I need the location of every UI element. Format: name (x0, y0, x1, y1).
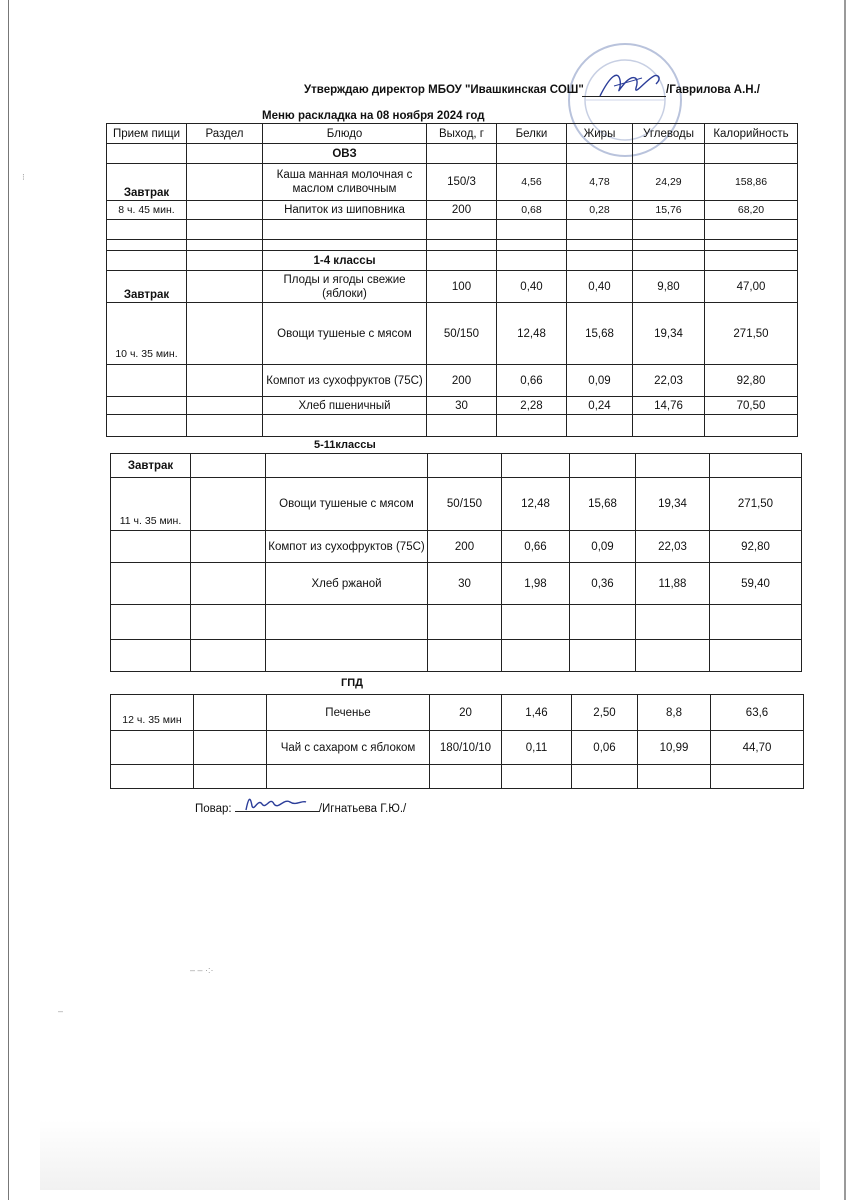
dish-kcal: 271,50 (710, 478, 802, 531)
section-title-ovz: ОВЗ (263, 144, 427, 164)
dish-fat: 0,09 (567, 365, 633, 397)
dish-fat: 0,28 (567, 201, 633, 220)
meal-time: 8 ч. 45 мин. (107, 201, 187, 220)
dish-name: Компот из сухофруктов (75С) (266, 531, 428, 563)
director-signature-line (582, 96, 666, 97)
dish-carbs: 8,8 (638, 695, 711, 731)
dish-fat: 0,06 (572, 731, 638, 765)
scan-edge-right (844, 0, 846, 1200)
scan-shadow (40, 1120, 820, 1190)
empty-row (107, 240, 798, 251)
dish-carbs: 19,34 (636, 478, 710, 531)
dish-name: Плоды и ягоды свежие (яблоки) (263, 271, 427, 303)
dish-kcal: 44,70 (711, 731, 804, 765)
dish-yield: 200 (428, 531, 502, 563)
dish-protein: 0,40 (497, 271, 567, 303)
table-row (111, 478, 802, 531)
col-header-kcal: Калорийность (705, 124, 798, 144)
dish-protein: 1,46 (502, 695, 572, 731)
scan-speck: ‒ (58, 1006, 64, 1016)
dish-carbs: 11,88 (636, 563, 710, 605)
table-row (107, 201, 798, 220)
cook-label: Повар: (195, 803, 232, 815)
dish-protein: 12,48 (502, 478, 570, 531)
director-name: /Гаврилова А.Н./ (666, 84, 761, 96)
dish-kcal: 92,80 (705, 365, 798, 397)
dish-carbs: 19,34 (633, 303, 705, 365)
table-row (107, 397, 798, 415)
dish-fat: 0,40 (567, 271, 633, 303)
col-header-section: Раздел (187, 124, 263, 144)
dish-yield: 150/3 (427, 164, 497, 201)
dish-carbs: 10,99 (638, 731, 711, 765)
dish-fat: 15,68 (567, 303, 633, 365)
dish-kcal: 59,40 (710, 563, 802, 605)
col-header-carbs: Углеводы (633, 124, 705, 144)
meal-name: Завтрак (107, 271, 187, 303)
dish-protein: 2,28 (497, 397, 567, 415)
section-title-1-4: 1-4 классы (263, 251, 427, 271)
dish-carbs: 22,03 (633, 365, 705, 397)
dish-name: Напиток из шиповника (263, 201, 427, 220)
dish-carbs: 14,76 (633, 397, 705, 415)
meal-name: Завтрак (107, 164, 187, 201)
table-row (107, 303, 798, 365)
col-header-yield: Выход, г (427, 124, 497, 144)
section-row-ovz (107, 144, 798, 164)
empty-row (111, 765, 804, 789)
meal-name: Завтрак (111, 454, 191, 478)
table-row (107, 365, 798, 397)
dish-protein: 0,66 (502, 531, 570, 563)
table-row (111, 531, 802, 563)
empty-row (111, 640, 802, 672)
dish-name: Хлеб ржаной (266, 563, 428, 605)
scan-speck: ‒ ‒ ·:· (190, 965, 214, 975)
dish-yield: 180/10/10 (430, 731, 502, 765)
dish-yield: 200 (427, 201, 497, 220)
section-title-gpd: ГПД (341, 677, 363, 689)
dish-yield: 50/150 (427, 303, 497, 365)
dish-fat: 2,50 (572, 695, 638, 731)
dish-carbs: 15,76 (633, 201, 705, 220)
dish-yield: 200 (427, 365, 497, 397)
dish-name: Каша манная молочная с маслом сливочным (263, 164, 427, 201)
section-row-1-4 (107, 251, 798, 271)
dish-name: Компот из сухофруктов (75С) (263, 365, 427, 397)
col-header-dish: Блюдо (263, 124, 427, 144)
dish-yield: 30 (428, 563, 502, 605)
dish-yield: 100 (427, 271, 497, 303)
empty-row (111, 605, 802, 640)
dish-fat: 15,68 (570, 478, 636, 531)
dish-kcal: 63,6 (711, 695, 804, 731)
col-header-fat: Жиры (567, 124, 633, 144)
empty-row (107, 415, 798, 437)
dish-fat: 0,24 (567, 397, 633, 415)
dish-carbs: 24,29 (633, 164, 705, 201)
dish-protein: 12,48 (497, 303, 567, 365)
dish-kcal: 70,50 (705, 397, 798, 415)
dish-yield: 30 (427, 397, 497, 415)
dish-kcal: 92,80 (710, 531, 802, 563)
table-row (107, 164, 798, 201)
dish-yield: 20 (430, 695, 502, 731)
dish-kcal: 47,00 (705, 271, 798, 303)
cook-line (195, 800, 406, 815)
dish-name: Овощи тушеные с мясом (266, 478, 428, 531)
dish-fat: 4,78 (567, 164, 633, 201)
section-title-5-11: 5-11классы (314, 439, 376, 451)
dish-carbs: 9,80 (633, 271, 705, 303)
table-row (111, 695, 804, 731)
table-header-row (107, 124, 798, 144)
dish-name: Хлеб пшеничный (263, 397, 427, 415)
table-row (111, 563, 802, 605)
meal-time: 11 ч. 35 мин. (111, 478, 191, 531)
menu-title: Меню раскладка на 08 ноября 2024 год (262, 110, 485, 122)
cook-signature-line (235, 800, 319, 812)
dish-yield: 50/150 (428, 478, 502, 531)
scan-speck: ⁝ (22, 172, 25, 182)
dish-kcal: 158,86 (705, 164, 798, 201)
menu-table-5-11 (110, 453, 802, 672)
empty-row (107, 220, 798, 240)
col-header-protein: Белки (497, 124, 567, 144)
dish-protein: 0,11 (502, 731, 572, 765)
col-header-meal: Прием пищи (107, 124, 187, 144)
dish-fat: 0,36 (570, 563, 636, 605)
table-row (111, 731, 804, 765)
dish-protein: 4,56 (497, 164, 567, 201)
cook-name: /Игнатьева Г.Ю./ (318, 803, 407, 815)
dish-kcal: 271,50 (705, 303, 798, 365)
meal-time: 10 ч. 35 мин. (107, 303, 187, 365)
dish-name: Чай с сахаром с яблоком (267, 731, 430, 765)
dish-name: Овощи тушеные с мясом (263, 303, 427, 365)
approve-text: Утверждаю директор МБОУ "Ивашкинская СОШ" (304, 84, 584, 96)
table-row (107, 271, 798, 303)
meal-time: 12 ч. 35 мин (111, 695, 194, 731)
scan-edge-left (8, 0, 9, 1200)
dish-fat: 0,09 (570, 531, 636, 563)
dish-protein: 1,98 (502, 563, 570, 605)
dish-name: Печенье (267, 695, 430, 731)
menu-table-gpd (110, 694, 804, 789)
dish-kcal: 68,20 (705, 201, 798, 220)
menu-table-main (106, 123, 798, 437)
meal-row (111, 454, 802, 478)
dish-carbs: 22,03 (636, 531, 710, 563)
dish-protein: 0,68 (497, 201, 567, 220)
dish-protein: 0,66 (497, 365, 567, 397)
